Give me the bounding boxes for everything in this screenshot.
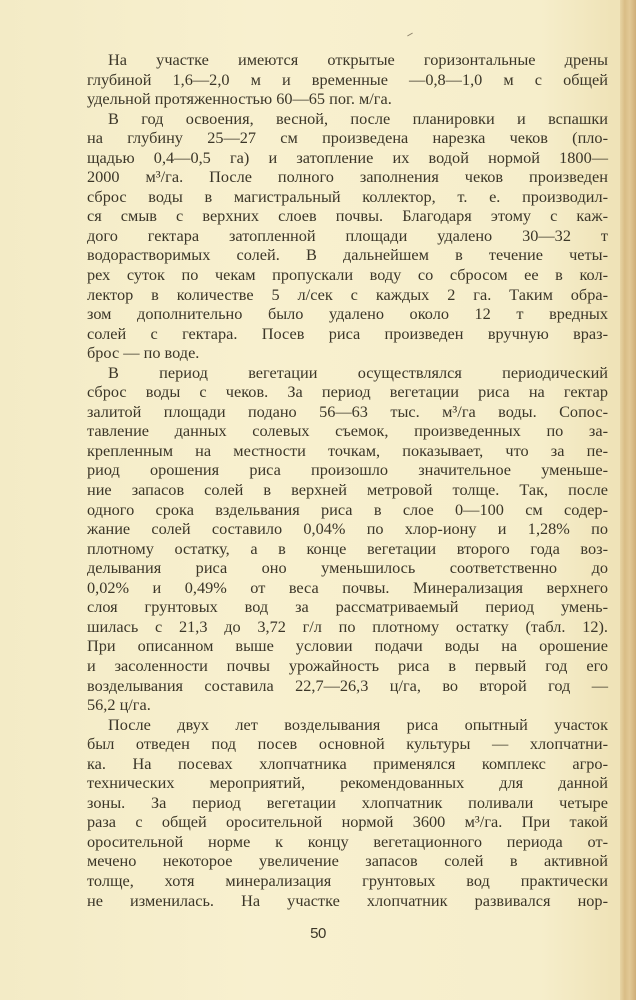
- text-line: оросительной норме к концу вегетационного периода от-: [87, 831, 608, 851]
- text-line: глубиной 1,6—2,0 м и временные —0,8—1,0 м с общей: [87, 69, 608, 89]
- text-line: В период вегетации осуществлялся периодический: [108, 362, 608, 382]
- text-line: жание солей составило 0,04% по хлор-иону и 1,28% по: [87, 519, 608, 539]
- pencil-mark: [407, 33, 413, 37]
- text-line: На участке имеются открытые горизонтальные дрены: [108, 50, 608, 69]
- text-line: зом дополнительно было удалено около 12 т вредных: [87, 304, 608, 324]
- text-line: риод орошения риса произошло значительное уменьше-: [87, 460, 608, 480]
- text-line: щадью 0,4—0,5 га) и затопление их водой нормой 1800—: [87, 147, 608, 167]
- text-line: крепленным на местности точкам, показывает, что за пе-: [87, 440, 608, 460]
- text-line: одного срока вздельвания риса в слое 0—100 см содер-: [87, 499, 608, 519]
- text-line: удельной протяженностью 60—65 пог. м/га.: [87, 89, 392, 109]
- text-line: лектор в количестве 5 л/сек с каждых 2 га. Таким обра-: [87, 284, 608, 304]
- text-line: сброс воды с чеков. За период вегетации риса на гектар: [87, 382, 608, 402]
- text-line: В год освоения, весной, после планировки и вспашки: [108, 108, 608, 128]
- text-line: 2000 м³/га. После полного заполнения чеков произведен: [87, 167, 608, 187]
- text-line: слоя грунтовых вод за рассматриваемый период умень-: [87, 597, 608, 617]
- text-line: ка. На посевах хлопчатника применялся комплекс агро-: [87, 753, 608, 773]
- paragraph: [87, 363, 608, 715]
- text-line: плотному остатку, а в конце вегетации второго года воз-: [87, 538, 608, 558]
- text-line: делывания риса оно уменьшилось соответственно до: [87, 558, 608, 578]
- text-line: не изменилась. На участке хлопчатник развивался нор-: [87, 890, 608, 910]
- text-line: был отведен под посев основной культуры — хлопчатни-: [87, 734, 608, 754]
- text-line: возделывания составила 22,7—26,3 ц/га, во второй год —: [87, 675, 608, 695]
- text-line: 0,02% и 0,49% от веса почвы. Минерализация верхнего: [87, 577, 608, 597]
- text-line: залитой площади подано 56—63 тыс. м³/га воды. Сопос-: [87, 401, 608, 421]
- text-line: мечено некоторое увеличение запасов солей в активной: [87, 851, 608, 871]
- text-line: и засоленности почвы урожайность риса в первый год его: [87, 655, 608, 675]
- body-text: [87, 50, 608, 910]
- text-line: солей с гектара. Посев риса произведен вручную враз-: [87, 323, 608, 343]
- text-line: тавление данных солевых съемок, произведенных по за-: [87, 421, 608, 441]
- text-line: брос — по воде.: [87, 343, 200, 363]
- text-line: водорастворимых солей. В дальнейшем в течение четы-: [87, 245, 608, 265]
- text-line: зоны. За период вегетации хлопчатник поливали четыре: [87, 792, 608, 812]
- paragraph: [87, 50, 608, 109]
- text-line: технических мероприятий, рекомендованных для данной: [87, 773, 608, 793]
- text-line: сброс воды в магистральный коллектор, т. е. производил-: [87, 186, 608, 206]
- text-line: 56,2 ц/га.: [87, 695, 151, 715]
- text-line: ся смыв с верхних слоев почвы. Благодаря этому с каж-: [87, 206, 608, 226]
- text-line: ние запасов солей в верхней метровой толще. Так, после: [87, 480, 608, 500]
- text-line: рех суток по чекам пропускали воду со сбросом ее в кол-: [87, 265, 608, 285]
- text-line: дого гектара затопленной площади удалено 30—32 т: [87, 225, 608, 245]
- paragraph: [87, 715, 608, 910]
- text-line: шилась с 21,3 до 3,72 г/л по плотному остатку (табл. 12).: [87, 616, 608, 636]
- text-line: на глубину 25—27 см произведена нарезка чеков (пло-: [87, 128, 608, 148]
- text-line: толще, хотя минерализация грунтовых вод практически: [87, 870, 608, 890]
- text-line: раза с общей оросительной нормой 3600 м³/га. При такой: [87, 812, 608, 832]
- text-line: После двух лет возделывания риса опытный участок: [108, 714, 608, 734]
- book-binding-edge: [620, 0, 636, 1000]
- paragraph: [87, 109, 608, 363]
- page-number: 50: [310, 925, 326, 942]
- text-line: При описанном выше условии подачи воды на орошение: [87, 636, 608, 656]
